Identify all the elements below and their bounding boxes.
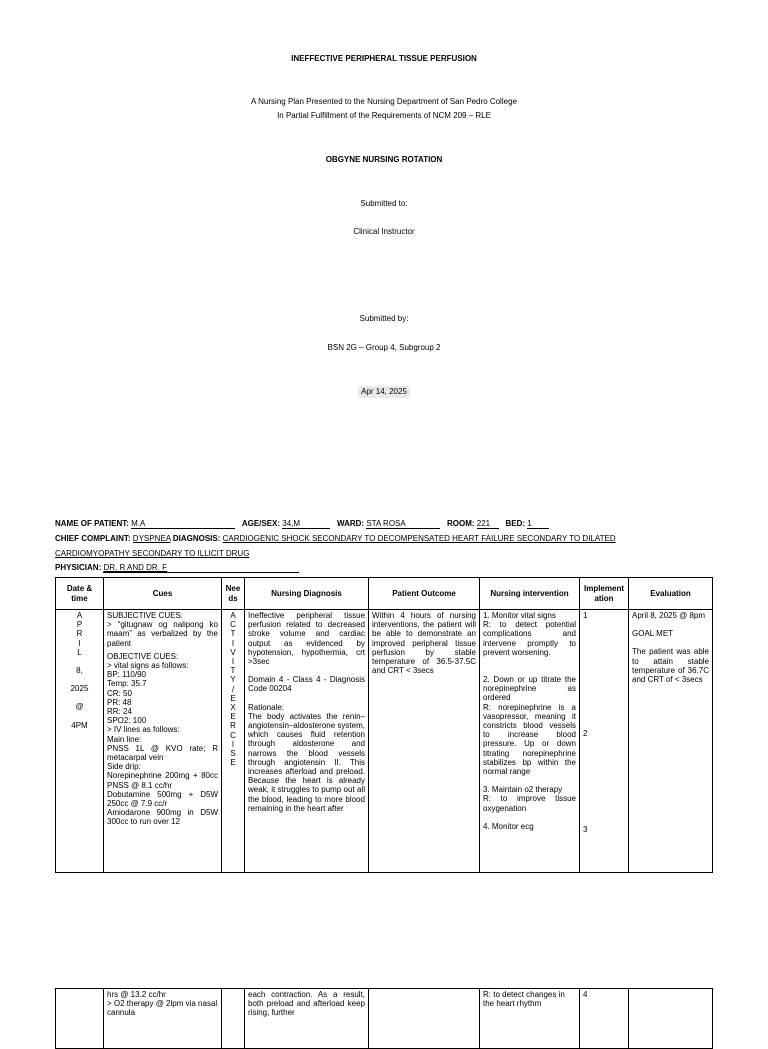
cues-cell bbox=[104, 610, 222, 873]
date-cell bbox=[56, 610, 104, 873]
header-intervention: Nursing intervention bbox=[480, 578, 580, 610]
needs-letter: T bbox=[230, 629, 236, 639]
rationale-label: Rationale: bbox=[248, 702, 285, 712]
cue-line: Main line: bbox=[107, 734, 142, 744]
header-implementation: Implementation bbox=[580, 578, 629, 610]
name-label: NAME OF PATIENT: bbox=[55, 519, 129, 528]
room-value bbox=[477, 519, 499, 529]
implementation-cell-continued: 4 bbox=[580, 989, 629, 1049]
header-diagnosis: Nursing Diagnosis bbox=[245, 578, 369, 610]
submitted-to-value: Clinical Instructor bbox=[353, 227, 415, 236]
date-time: 4PM bbox=[71, 720, 88, 730]
intervention-item: 2. Down or up titrate the norepinephrine as ordered bbox=[483, 675, 576, 703]
date-cell-continued bbox=[56, 989, 104, 1049]
evaluation-cell-continued bbox=[629, 989, 713, 1049]
name-value bbox=[131, 519, 235, 529]
evaluation-text: The patient was able to attain stable temperature of 36.7C and CRT of < 3secs bbox=[632, 647, 709, 685]
cue-line: OBJECTIVE CUES: bbox=[107, 651, 179, 661]
age-label: AGE/SEX: bbox=[241, 519, 281, 528]
needs-letter: A bbox=[230, 611, 236, 620]
evaluation-goal: GOAL MET bbox=[632, 629, 674, 639]
submitted-by-value: BSN 2G – Group 4, Subgroup 2 bbox=[327, 343, 441, 352]
cue-line: PR: 48 bbox=[107, 697, 132, 707]
needs-letter: S bbox=[230, 749, 236, 759]
cue-line: > “gitugnaw og nalipong ko maam” as verbalized by the patient bbox=[107, 620, 218, 648]
cue-line: Amiodarone 900mg in D5W 300cc to run over 12 bbox=[107, 808, 218, 827]
header-evaluation: Evaluation bbox=[629, 578, 713, 610]
intervention-cell-continued: R: to detect changes in the heart rhythm bbox=[480, 989, 580, 1049]
age-value bbox=[282, 519, 330, 529]
date-line bbox=[0, 386, 768, 398]
needs-letter: / bbox=[231, 684, 235, 694]
needs-letter: I bbox=[231, 739, 235, 749]
cue-line: RR: 24 bbox=[107, 707, 132, 717]
physician-text: DR. R AND DR. F bbox=[103, 563, 168, 572]
cue-line: Dobutamine 500mg + D5W 250cc @ 7.9 cc/r bbox=[107, 789, 218, 809]
care-plan-table-continued bbox=[55, 988, 713, 1049]
ward-text: STA ROSA bbox=[366, 519, 406, 528]
impl-number: 3 bbox=[583, 825, 588, 834]
name-text: M.A bbox=[131, 519, 146, 528]
date-letter: L bbox=[77, 647, 82, 657]
needs-letter: I bbox=[231, 657, 235, 667]
header-date: Date & time bbox=[56, 578, 104, 610]
header-cues: Cues bbox=[104, 578, 222, 610]
outcome-cell bbox=[369, 610, 480, 873]
cue-line: Temp: 35.7 bbox=[107, 679, 147, 689]
intervention-rationale: R: to improve tissue oxygenation bbox=[483, 794, 576, 813]
date-letter: I bbox=[78, 638, 81, 648]
bed-label: BED: bbox=[505, 519, 526, 528]
physician-label: PHYSICIAN: bbox=[55, 563, 102, 572]
needs-cell bbox=[222, 610, 245, 873]
patient-row-4 bbox=[55, 561, 299, 574]
ward-label: WARD: bbox=[336, 519, 365, 528]
outcome-text: Within 4 hours of nursing interventions, the patient will be able to demonstrate an improved peripheral tissue perfusion by stable temperature of 36.5-37.5C and CRT < 3secs bbox=[372, 611, 476, 676]
diagnosis-value-1: CARDIOGENIC SHOCK SECONDARY TO DECOMPENSATED HEART FAILURE SECONDARY TO DILATED bbox=[222, 534, 616, 543]
intervention-item: 4. Monitor ecg bbox=[483, 821, 534, 831]
needs-letter: R bbox=[230, 721, 236, 731]
needs-letter: T bbox=[230, 666, 236, 676]
room-label: ROOM: bbox=[446, 519, 475, 528]
needs-letter: E bbox=[230, 712, 236, 722]
submitted-to-label: Submitted to: bbox=[360, 199, 408, 208]
cue-line: SPO2: 100 bbox=[107, 716, 147, 726]
intervention-rationale: R: norepinephrine is a vasopressor, meaning it constricts blood vessels to increase blood pressure. Up or down titrating norepinephrine stabilizes bp within the normal range bbox=[483, 702, 576, 777]
date-year: 2025 bbox=[70, 684, 89, 694]
ward-value bbox=[366, 519, 440, 529]
needs-letter: E bbox=[230, 693, 236, 703]
cue-line: BP: 110/90 bbox=[107, 670, 146, 680]
needs-letter: X bbox=[230, 703, 236, 713]
intervention-cell bbox=[480, 610, 580, 873]
room-text: 221 bbox=[476, 519, 491, 528]
submitted-by-label: Submitted by: bbox=[359, 314, 409, 323]
bed-text: 1 bbox=[527, 519, 532, 528]
complaint-value: DYSPNEA bbox=[132, 534, 171, 543]
care-plan-table bbox=[55, 577, 713, 873]
diagnosis-label: DIAGNOSIS: bbox=[172, 534, 221, 543]
date-day: 8, bbox=[76, 666, 83, 676]
physician-value bbox=[103, 563, 299, 573]
presented-line-1: A Nursing Plan Presented to the Nursing Department of San Pedro College bbox=[251, 97, 517, 106]
needs-letter: I bbox=[231, 638, 235, 648]
evaluation-cell bbox=[629, 610, 713, 873]
diagnosis-cell-continued: each contraction. As a result, both preload and afterload keep rising, further bbox=[245, 989, 369, 1049]
document-title: INEFFECTIVE PERIPHERAL TISSUE PERFUSION bbox=[291, 54, 477, 63]
needs-cell-continued bbox=[222, 989, 245, 1049]
cue-line: > vital signs as follows: bbox=[107, 661, 189, 671]
header-outcome: Patient Outcome bbox=[369, 578, 480, 610]
diagnosis-cell bbox=[245, 610, 369, 873]
date-chip: Apr 14, 2025 bbox=[358, 386, 410, 398]
header-needs: Needs bbox=[222, 578, 245, 610]
cue-line: > IV lines as follows: bbox=[107, 725, 180, 735]
diagnosis-domain: Domain 4 - Class 4 - Diagnosis Code 00204 bbox=[248, 675, 365, 694]
table-row bbox=[56, 610, 713, 873]
cue-line: Norepinephrine 200mg + 80cc PNSS @ 8.1 cc/hr bbox=[107, 771, 218, 790]
outcome-cell-continued bbox=[369, 989, 480, 1049]
date-at: @ bbox=[75, 702, 84, 712]
cue-line: Side drip: bbox=[107, 762, 141, 772]
rotation-title: OBGYNE NURSING ROTATION bbox=[325, 155, 443, 164]
diagnosis-value-2: CARDIOMYOPATHY SECONDARY TO ILLICIT DRUG bbox=[55, 549, 250, 558]
age-text: 34,M bbox=[282, 519, 301, 528]
needs-letter: Y bbox=[230, 675, 236, 685]
cue-line: CR: 50 bbox=[107, 688, 132, 698]
needs-letter: E bbox=[230, 758, 236, 768]
diagnosis-statement: Ineffective peripheral tissue perfusion related to decreased stroke volume and cardiac output as evidenced by hypotension, hypothermia, crt >3sec bbox=[248, 611, 365, 667]
intervention-rationale: R: to detect potential complications and intervene promptly to prevent worsening. bbox=[483, 620, 576, 657]
patient-row-1 bbox=[55, 517, 549, 530]
patient-row-2 bbox=[55, 532, 616, 545]
cues-cell-continued: hrs @ 13.2 cc/hr > O2 therapy @ 2lpm via nasal cannula bbox=[104, 989, 222, 1049]
evaluation-date: April 8, 2025 @ 8pm bbox=[632, 611, 706, 620]
intervention-item: 3. Maintain o2 therapy bbox=[483, 785, 563, 795]
cue-line: SUBJECTIVE CUES: bbox=[107, 611, 184, 620]
bed-value bbox=[527, 519, 549, 529]
table-row bbox=[56, 989, 713, 1049]
patient-row-3 bbox=[55, 547, 249, 560]
date-letter: R bbox=[76, 629, 83, 639]
table-header-row bbox=[56, 578, 713, 610]
needs-letter: V bbox=[230, 647, 236, 657]
presented-line-2: In Partial Fulfillment of the Requirements of NCM 209 – RLE bbox=[277, 111, 491, 120]
implementation-cell bbox=[580, 610, 629, 873]
cue-line: PNSS 1L @ KVO rate; R metacarpal vein bbox=[107, 743, 218, 763]
impl-number: 2 bbox=[583, 729, 588, 738]
needs-letter: C bbox=[230, 730, 236, 740]
rationale-text: The body activates the renin–angiotensin–aldosterone system, which causes fluid retention through aldosterone and narrows the blood vessels through angiotensin II. This increases afterload and preload. Because the heart is already weak, it struggles to pump out all the blood, leading to more blood remaining in the heart after bbox=[248, 711, 365, 813]
date-letter: A bbox=[76, 611, 83, 620]
date-letter: P bbox=[76, 620, 83, 630]
needs-letter: C bbox=[230, 620, 236, 630]
intervention-item: 1. Monitor vital signs bbox=[483, 611, 556, 620]
impl-number: 1 bbox=[583, 611, 588, 620]
complaint-label: CHIEF COMPLAINT: bbox=[55, 534, 131, 543]
